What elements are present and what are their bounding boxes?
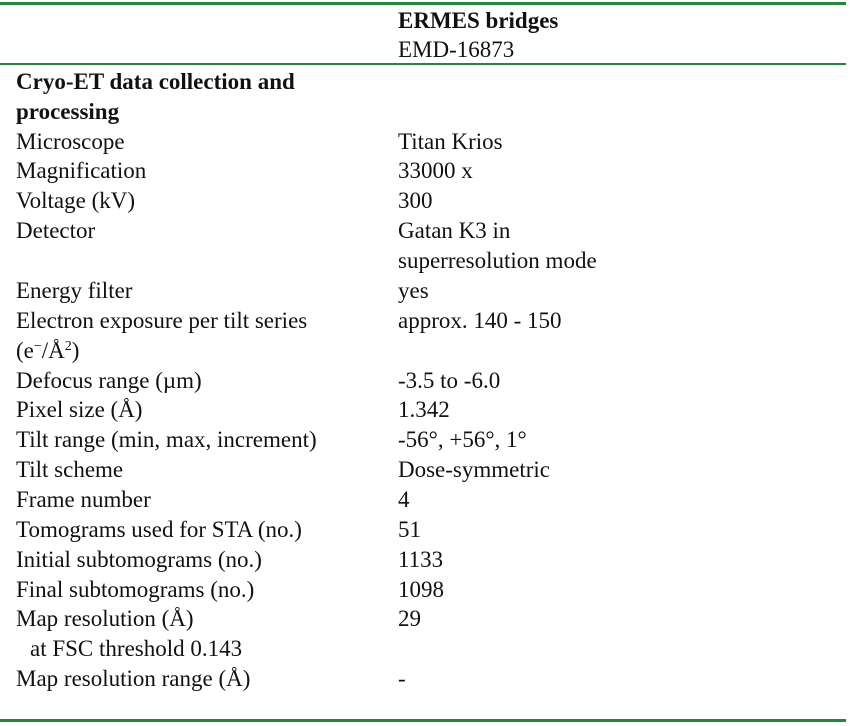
- row-value-microscope: Titan Krios: [398, 129, 503, 154]
- row-label-tomograms: Tomograms used for STA (no.): [16, 517, 302, 542]
- row-label-initial-subtomograms: Initial subtomograms (no.): [16, 547, 262, 572]
- row-value-magnification: 33000 x: [398, 158, 473, 183]
- row-value-final-subtomograms: 1098: [398, 577, 444, 602]
- row-label-pixel-size: Pixel size (Å): [16, 397, 143, 422]
- row-value-pixel-size: 1.342: [398, 397, 450, 422]
- top-rule: [0, 2, 846, 5]
- header-rule: [0, 63, 846, 65]
- row-label-microscope: Microscope: [16, 129, 125, 154]
- row-value-map-resolution: 29: [398, 606, 421, 631]
- row-label-magnification: Magnification: [16, 158, 147, 183]
- row-value-detector: Gatan K3 in: [398, 218, 511, 243]
- row-value-tilt-scheme: Dose-symmetric: [398, 457, 551, 482]
- row-value-tomograms: 51: [398, 517, 421, 542]
- row-label-map-resolution: Map resolution (Å): [16, 606, 194, 631]
- row-label-tilt-scheme: Tilt scheme: [16, 457, 124, 482]
- row-value-map-resolution-range: -: [398, 666, 406, 691]
- column-title: ERMES bridges: [398, 8, 559, 33]
- row-value-defocus-range: -3.5 to -6.0: [398, 368, 501, 393]
- unit-sup-two: 2: [64, 339, 72, 354]
- row-label-energy-filter: Energy filter: [16, 278, 133, 303]
- row-label-voltage: Voltage (kV): [16, 188, 136, 213]
- row-label-final-subtomograms: Final subtomograms (no.): [16, 577, 255, 602]
- row-value-frame-number: 4: [398, 487, 410, 512]
- section-title-line2: processing: [16, 99, 120, 124]
- row-label-electron-exposure-unit: [16, 336, 79, 366]
- row-label-frame-number: Frame number: [16, 487, 151, 512]
- row-label-map-resolution-range: Map resolution range (Å): [16, 666, 251, 691]
- unit-sup-minus: −: [33, 339, 42, 354]
- unit-mid: /Å: [41, 338, 65, 363]
- bottom-rule: [0, 719, 846, 722]
- row-value-detector-line2: superresolution mode: [398, 248, 597, 273]
- row-label-map-resolution-line2: at FSC threshold 0.143: [30, 636, 243, 661]
- section-title-line1: Cryo-ET data collection and: [16, 69, 295, 94]
- row-value-electron-exposure: approx. 140 - 150: [398, 308, 562, 333]
- row-value-tilt-range: -56°, +56°, 1°: [398, 427, 527, 452]
- row-label-electron-exposure: Electron exposure per tilt series: [16, 308, 308, 333]
- row-label-detector: Detector: [16, 218, 96, 243]
- unit-suffix: ): [71, 338, 80, 363]
- row-value-initial-subtomograms: 1133: [398, 547, 444, 572]
- column-id: EMD-16873: [398, 37, 515, 62]
- row-value-energy-filter: yes: [398, 278, 429, 303]
- row-value-voltage: 300: [398, 188, 433, 213]
- unit-prefix: (e: [16, 338, 34, 363]
- row-label-tilt-range: Tilt range (min, max, increment): [16, 427, 317, 452]
- row-label-defocus-range: Defocus range (µm): [16, 368, 202, 393]
